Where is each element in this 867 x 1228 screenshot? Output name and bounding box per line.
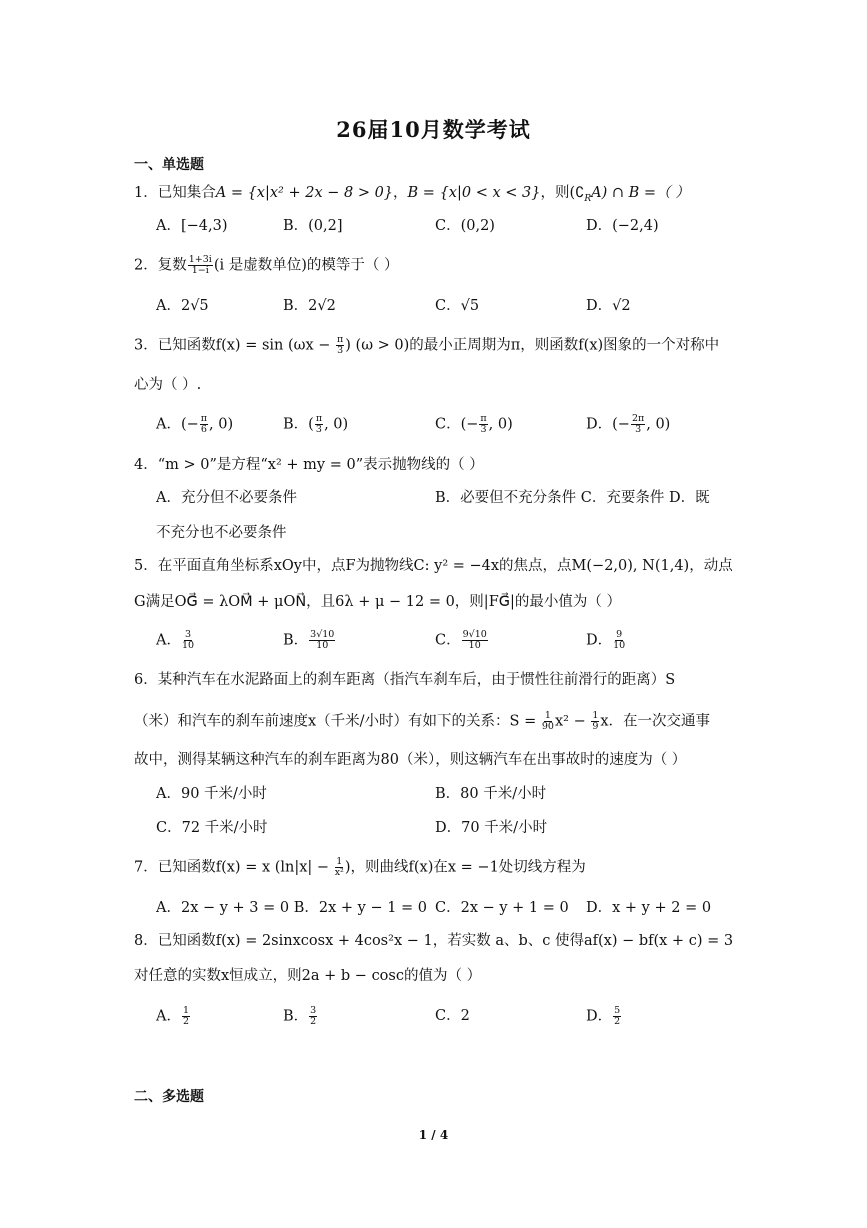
q6-frac-1: [542, 711, 554, 732]
q3-b-den: 3: [315, 424, 322, 435]
q5-c-num: 9√10: [462, 629, 487, 640]
q5-c-frac: [462, 630, 488, 651]
page-title: 26届10月数学考试: [336, 117, 531, 142]
section-multiple-choice: 二、多选题: [134, 1089, 204, 1105]
q5-d-label: D．: [586, 632, 613, 649]
q2-den: 1−i: [191, 265, 209, 276]
q7-option-d: D．x + y + 2 = 0: [586, 900, 712, 916]
q3-a-num: π: [200, 413, 208, 424]
q3-b-label: B．(: [283, 416, 314, 433]
q2-option-d: D．√2: [586, 298, 631, 314]
q3-c-frac: [479, 414, 487, 435]
q7-num: 1: [336, 856, 343, 867]
q8-a-num: 1: [182, 1005, 190, 1016]
q1-set-b: B = {x|0 < x < 3}: [407, 185, 541, 201]
question-6-line-3: 故中，测得某辆这种汽车的刹车距离为80（米），则这辆汽车在出事故时的速度为（ ）: [134, 752, 687, 768]
question-5-line-1: 5．在平面直角坐标系xOy中，点F为抛物线C: y² = −4x的焦点，点M(−2,0), N(1,4)，动点: [134, 558, 733, 574]
q6-option-c: C．72 千米/小时: [156, 820, 268, 836]
q6-option-d: D．70 千米/小时: [435, 820, 548, 836]
q1-tail: ，则(∁: [540, 185, 585, 201]
q3-d-num: 2π: [631, 413, 645, 424]
q8-a-den: 2: [182, 1016, 190, 1027]
q4-option-a: A．充分但不必要条件: [156, 490, 297, 506]
q5-d-den: 10: [613, 640, 626, 651]
q3-b-tail: , 0): [324, 416, 349, 433]
q2-tail: (i 是虚数单位)的模等于（ ）: [213, 257, 399, 274]
q3-b-frac: [315, 414, 323, 435]
q7-option-ab: A．2x − y + 3 = 0 B．2x + y − 1 = 0: [156, 900, 428, 916]
q6-line2c: x．在一次交通事: [600, 713, 711, 730]
q2-num: 1+3i: [188, 254, 212, 265]
q1-option-d: D．(−2,4): [586, 218, 659, 234]
question-7: [134, 857, 586, 878]
q7-line1a: 7．已知函数f(x) = x (ln|x| −: [134, 859, 334, 876]
q3-a-den: 6: [200, 424, 207, 435]
q8-b-num: 3: [310, 1005, 317, 1016]
q1-set-a: A = {x|x² + 2x − 8 > 0}: [215, 185, 394, 201]
q8-d-frac: [613, 1006, 621, 1027]
page-number: 1 / 4: [418, 1128, 449, 1142]
q6-f1-den: 90: [541, 721, 554, 732]
q2-option-c: C．√5: [435, 298, 480, 314]
q8-b-den: 2: [310, 1016, 317, 1027]
q8-a-label: A．: [156, 1008, 181, 1025]
question-6-line-2: [134, 711, 710, 732]
q3-c-den: 3: [480, 424, 487, 435]
q3-d-label: D．(−: [586, 416, 630, 433]
q8-d-den: 2: [614, 1016, 621, 1027]
q5-a-label: A．: [156, 632, 181, 649]
q5-b-den: 10: [316, 640, 329, 651]
q6-option-b: B．80 千米/小时: [435, 786, 547, 802]
q3-num: π: [337, 334, 344, 345]
q5-option-a: [156, 630, 195, 651]
q8-option-c: C．2: [435, 1008, 470, 1024]
q3-a-frac: [200, 414, 208, 435]
q6-option-a: A．90 千米/小时: [156, 786, 267, 802]
q6-f2-num: 1: [592, 710, 599, 721]
question-8-line-2: 对任意的实数x恒成立，则2a + b − cosc的值为（ ）: [134, 968, 482, 984]
question-4: 4．“m > 0”是方程“x² + my = 0”表示抛物线的（ ）: [134, 457, 484, 473]
q2-option-b: B．2√2: [283, 298, 336, 314]
q5-option-c: [435, 630, 489, 651]
q8-option-d: [586, 1006, 622, 1027]
q6-frac-2: [591, 711, 599, 732]
q1-tail2: A) ∩ B =（ ）: [591, 185, 690, 201]
question-3-line-2: 心为（ ）.: [134, 377, 202, 393]
question-1: [134, 183, 690, 209]
q5-b-frac: [309, 630, 335, 651]
q3-option-b: [283, 414, 348, 435]
q5-b-label: B．: [283, 632, 309, 649]
q2-prefix: 2．复数: [134, 257, 187, 274]
question-3-line-1: [134, 335, 719, 356]
q5-a-num: 3: [185, 629, 192, 640]
question-6-line-1: 6．某种汽车在水泥路面上的刹车距离（指汽车刹车后，由于惯性往前滑行的距离）S: [134, 672, 676, 688]
q1-sub: R: [584, 193, 592, 204]
q5-a-frac: [182, 630, 194, 651]
q5-d-frac: [613, 630, 625, 651]
q6-line2b: x² −: [554, 713, 591, 730]
q3-c-label: C．(−: [435, 416, 479, 433]
q3-line1a: 3．已知函数f(x) = sin (ωx −: [134, 337, 336, 354]
q3-b-num: π: [315, 413, 323, 424]
q3-a-label: A．(−: [156, 416, 199, 433]
q1-option-b: B．(0,2]: [283, 218, 343, 234]
q4-option-d-cont: 不充分也不必要条件: [156, 525, 287, 541]
q1-option-c: C．(0,2): [435, 218, 495, 234]
q8-b-label: B．: [283, 1008, 309, 1025]
q3-fraction: [336, 335, 344, 356]
q3-d-frac: [631, 414, 645, 435]
q3-d-tail: , 0): [646, 416, 671, 433]
q3-den: 3: [337, 345, 344, 356]
q1-prefix: 1．已知集合: [134, 185, 216, 201]
q8-d-label: D．: [586, 1008, 613, 1025]
q2-fraction: [188, 255, 213, 276]
q5-c-label: C．: [435, 632, 461, 649]
q2-option-a: A．2√5: [156, 298, 209, 314]
q5-d-num: 9: [616, 629, 623, 640]
q5-a-den: 10: [181, 640, 195, 651]
q5-option-d: [586, 630, 626, 651]
q3-option-a: [156, 414, 233, 435]
q3-option-d: [586, 414, 670, 435]
section-single-choice: 一、单选题: [134, 157, 204, 173]
q7-line1b: )，则曲线f(x)在x = −1处切线方程为: [344, 859, 586, 876]
q6-f2-den: 9: [592, 721, 599, 732]
q6-line2a: （米）和汽车的刹车前速度x（千米/小时）有如下的关系：S =: [134, 713, 541, 730]
question-2: [134, 255, 399, 276]
q8-a-frac: [182, 1006, 190, 1027]
q4-option-bcd: B．必要但不充分条件 C．充要条件 D．既: [435, 490, 710, 506]
q7-fraction: [335, 857, 344, 878]
q6-f1-num: 1: [544, 710, 551, 721]
q5-b-num: 3√10: [310, 629, 335, 640]
q1-sep: ，: [393, 185, 408, 201]
q7-den: x²: [334, 867, 344, 878]
q5-option-b: [283, 630, 336, 651]
question-8-line-1: 8．已知函数f(x) = 2sinxcosx + 4cos²x − 1，若实数 a、b、c 使得af(x) − bf(x + c) = 3: [134, 933, 734, 949]
q3-c-num: π: [480, 413, 487, 424]
q5-c-den: 10: [468, 640, 481, 651]
q3-line1b: ) (ω > 0)的最小正周期为π，则函数f(x)图象的一个对称中: [345, 337, 720, 354]
q8-option-a: [156, 1006, 191, 1027]
q3-d-den: 3: [635, 424, 642, 435]
q3-option-c: [435, 414, 513, 435]
q8-option-b: [283, 1006, 318, 1027]
q3-a-tail: , 0): [209, 416, 234, 433]
q8-d-num: 5: [614, 1005, 621, 1016]
q3-c-tail: , 0): [488, 416, 513, 433]
q8-b-frac: [309, 1006, 317, 1027]
q1-option-a: A．[−4,3): [156, 218, 228, 234]
question-5-line-2: G满足OG⃗ = λOM⃗ + μON⃗，且6λ + μ − 12 = 0，则|FG⃗|的最小值为（ ）: [134, 594, 621, 610]
q7-option-c: C．2x − y + 1 = 0: [435, 900, 569, 916]
